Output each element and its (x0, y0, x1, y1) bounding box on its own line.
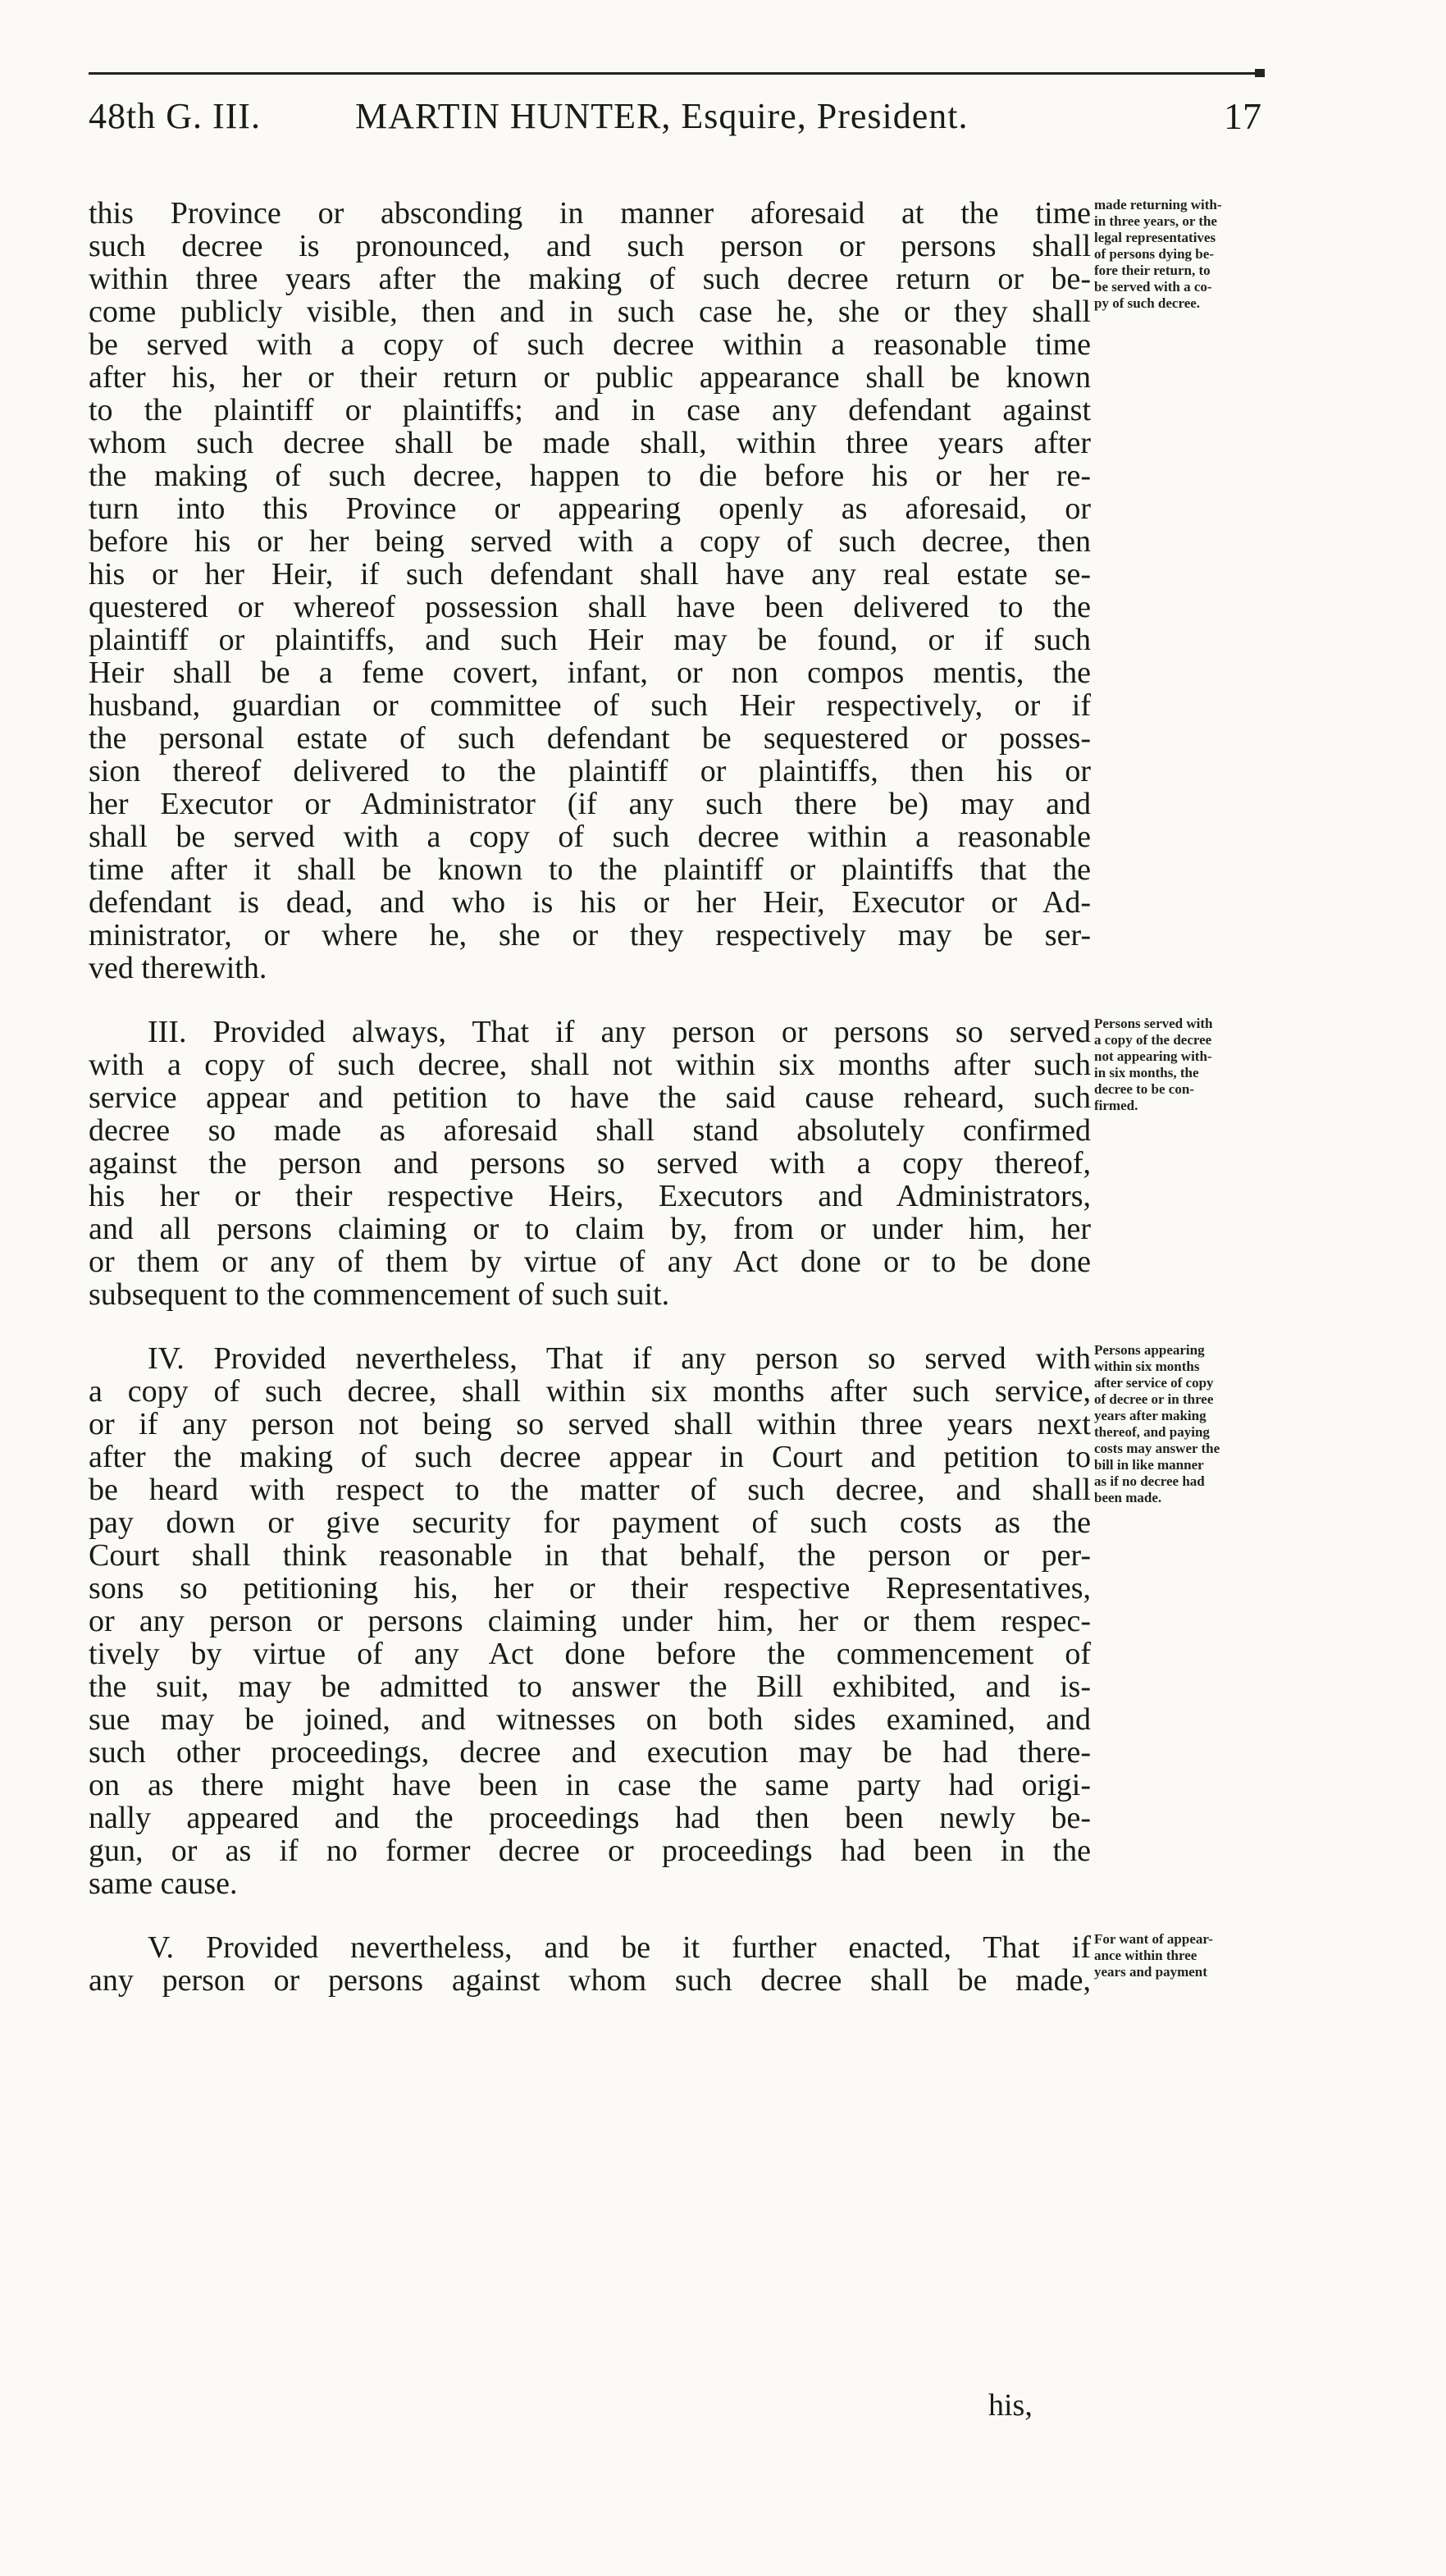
paragraph (89, 197, 1286, 984)
paragraph (89, 1342, 1286, 1900)
text-line: this Province or absconding in manner aforesaid at the time (89, 197, 1091, 230)
margin-note-line: not appearing with- (1094, 1048, 1212, 1064)
text-line: her Executor or Administrator (if any such there be) may and (89, 788, 1091, 820)
text-line: or them or any of them by virtue of any Act done or to be done (89, 1245, 1091, 1278)
paragraph (89, 1016, 1286, 1311)
text-line: after his, her or their return or public appearance shall be known (89, 361, 1091, 394)
margin-note-line: of decree or in three (1094, 1391, 1214, 1407)
text-line: be heard with respect to the matter of such decree, and shall (89, 1473, 1091, 1506)
paragraph (89, 1931, 1286, 1997)
text-line: the suit, may be admitted to answer the Bill exhibited, and is- (89, 1670, 1091, 1703)
text-line: whom such decree shall be made shall, within three years after (89, 427, 1091, 459)
text-line: Heir shall be a feme covert, infant, or non compos mentis, the (89, 656, 1091, 689)
text-line: the personal estate of such defendant be sequestered or posses- (89, 722, 1091, 755)
text-line: sons so petitioning his, her or their respective Representatives, (89, 1572, 1091, 1605)
margin-note-line: within six months (1094, 1359, 1200, 1374)
text-line: questered or whereof possession shall have been delivered to the (89, 591, 1091, 623)
text-line: to the plaintiff or plaintiffs; and in case any defendant against (89, 394, 1091, 427)
text-line: service appear and petition to have the said cause reheard, such (89, 1081, 1091, 1114)
text-line: against the person and persons so served with a copy thereof, (89, 1147, 1091, 1180)
margin-note-line: Persons appearing (1094, 1342, 1205, 1358)
text-line: with a copy of such decree, shall not within six months after such (89, 1048, 1091, 1081)
text-line: any person or persons against whom such decree shall be made, (89, 1964, 1091, 1997)
text-line: the making of such decree, happen to die before his or her re- (89, 459, 1091, 492)
margin-note-line: costs may answer the (1094, 1441, 1220, 1456)
text-line: pay down or give security for payment of such costs as the (89, 1506, 1091, 1539)
text-line: defendant is dead, and who is his or her Heir, Executor or Ad- (89, 886, 1091, 919)
session-label: 48th G. III. (89, 96, 261, 136)
text-line: a copy of such decree, shall within six months after such service, (89, 1375, 1091, 1408)
margin-note-line: legal representatives (1094, 230, 1216, 245)
margin-note-line: ance within three (1094, 1948, 1197, 1963)
text-line: gun, or as if no former decree or proceedings had been in the (89, 1834, 1091, 1867)
margin-note-line: as if no decree had (1094, 1473, 1205, 1489)
text-line: or any person or persons claiming under him, her or them respec- (89, 1605, 1091, 1637)
text-line: husband, guardian or committee of such Heir respectively, or if (89, 689, 1091, 722)
text-line: ved therewith. (89, 952, 267, 984)
page-body (89, 197, 1286, 2028)
margin-note (1094, 1016, 1340, 1114)
text-line: III. Provided always, That if any person or persons so served (148, 1016, 1091, 1048)
text-line: or if any person not being so served shall within three years next (89, 1408, 1091, 1441)
margin-note (1094, 1931, 1340, 1980)
text-line: nally appeared and the proceedings had then been newly be- (89, 1802, 1091, 1834)
running-header (89, 92, 1261, 141)
text-line: shall be served with a copy of such decree within a reasonable (89, 820, 1091, 853)
page-number: 17 (1224, 95, 1261, 137)
margin-note-line: in three years, or the (1094, 213, 1217, 229)
text-line: tively by virtue of any Act done before the commencement of (89, 1637, 1091, 1670)
margin-note-line: years and payment (1094, 1964, 1207, 1980)
text-line: be served with a copy of such decree within a reasonable time (89, 328, 1091, 361)
text-line: turn into this Province or appearing openly as aforesaid, or (89, 492, 1091, 525)
text-line: after the making of such decree appear in Court and petition to (89, 1441, 1091, 1473)
text-line: sion thereof delivered to the plaintiff or plaintiffs, then his or (89, 755, 1091, 788)
margin-note-line: For want of appear- (1094, 1931, 1213, 1947)
margin-note-line: a copy of the decree (1094, 1032, 1212, 1048)
margin-note-line: firmed. (1094, 1098, 1138, 1113)
margin-note-line: Persons served with (1094, 1016, 1213, 1031)
text-line: same cause. (89, 1867, 238, 1900)
text-line: such other proceedings, decree and execution may be had there- (89, 1736, 1091, 1769)
margin-note (1094, 197, 1340, 312)
text-line: such decree is pronounced, and such person or persons shall (89, 230, 1091, 263)
text-line: ministrator, or where he, she or they respectively may be ser- (89, 919, 1091, 952)
text-line: Court shall think reasonable in that behalf, the person or per- (89, 1539, 1091, 1572)
text-line: before his or her being served with a copy of such decree, then (89, 525, 1091, 558)
margin-note-line: fore their return, to (1094, 263, 1211, 278)
header-title: MARTIN HUNTER, Esquire, President. (355, 96, 969, 136)
text-line: time after it shall be known to the plaintiff or plaintiffs that the (89, 853, 1091, 886)
margin-note-line: thereof, and paying (1094, 1424, 1210, 1440)
margin-note (1094, 1342, 1340, 1506)
text-line: his or her Heir, if such defendant shall have any real estate se- (89, 558, 1091, 591)
margin-note-line: bill in like manner (1094, 1457, 1204, 1473)
text-line: his her or their respective Heirs, Executors and Administrators, (89, 1180, 1091, 1213)
text-line: plaintiff or plaintiffs, and such Heir may be found, or if such (89, 623, 1091, 656)
text-line: subsequent to the commencement of such suit. (89, 1278, 670, 1311)
text-line: within three years after the making of such decree return or be- (89, 263, 1091, 295)
margin-note-line: in six months, the (1094, 1065, 1199, 1080)
margin-note-line: be served with a co- (1094, 279, 1212, 295)
margin-note-line: py of such decree. (1094, 295, 1201, 311)
margin-note-line: made returning with- (1094, 197, 1222, 212)
text-line: and all persons claiming or to claim by, from or under him, her (89, 1213, 1091, 1245)
text-line: come publicly visible, then and in such case he, she or they shall (89, 295, 1091, 328)
header-rule (89, 72, 1261, 75)
margin-note-line: decree to be con- (1094, 1081, 1194, 1097)
margin-note-line: been made. (1094, 1490, 1162, 1505)
text-line: on as there might have been in case the same party had origi- (89, 1769, 1091, 1802)
catchword: his, (988, 2388, 1033, 2423)
text-line: V. Provided nevertheless, and be it further enacted, That if (148, 1931, 1091, 1964)
margin-note-line: of persons dying be- (1094, 246, 1214, 262)
margin-note-line: after service of copy (1094, 1375, 1214, 1391)
text-line: IV. Provided nevertheless, That if any person so served with (148, 1342, 1091, 1375)
margin-note-line: years after making (1094, 1408, 1207, 1423)
text-line: decree so made as aforesaid shall stand absolutely confirmed (89, 1114, 1091, 1147)
text-line: sue may be joined, and witnesses on both sides examined, and (89, 1703, 1091, 1736)
